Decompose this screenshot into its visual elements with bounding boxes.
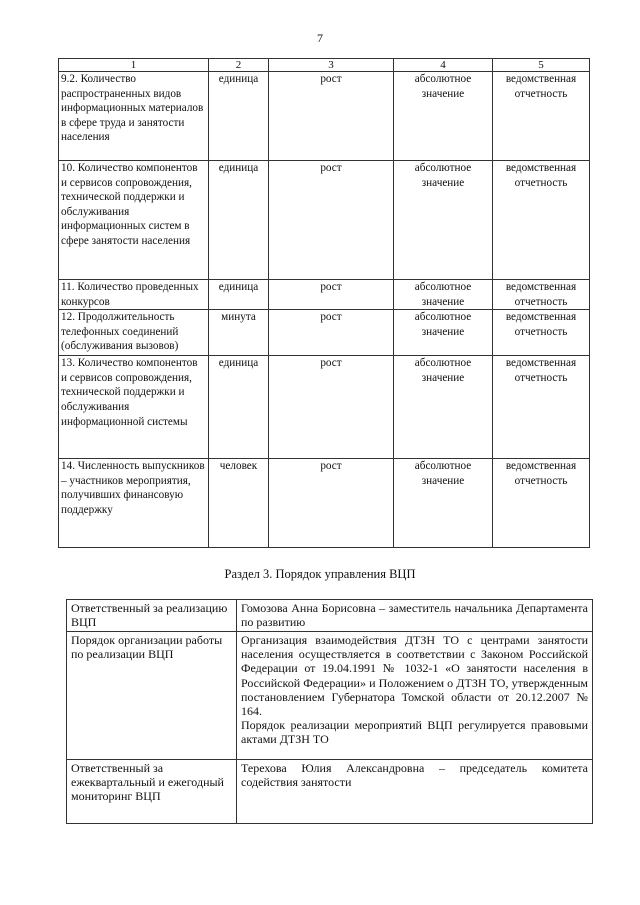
management-table (66, 599, 593, 824)
table-header-row (59, 59, 590, 72)
header-cell: 1 (59, 59, 209, 72)
row-label: Ответственный за ежеквартальный и ежегодный мониторинг ВЦП (67, 760, 237, 824)
trend-cell: рост (269, 356, 394, 459)
unit-cell: единица (209, 280, 269, 310)
table-row (59, 459, 590, 548)
source-cell: ведомственная отчетность (493, 459, 590, 548)
table-row (59, 72, 590, 161)
indicators-table (58, 58, 590, 548)
indicator-name: 10. Количество компонентов и сервисов сопровождения, технической поддержки и обслуживания информационных систем в сфере занятости населения (59, 161, 209, 280)
table-row (59, 310, 590, 356)
type-cell: абсолютное значение (394, 161, 493, 280)
row-value-paragraph: Организация взаимодействия ДТЗН ТО с центрами занятости населения осуществляется в соответствии с Законом Российской Федерации от 19.04.1991 № 1032-1 «О занятости населения в Российской Федерации» и Положением о ДТЗН ТО, утвержденным постановлением Губернатора Томской области от 20.12.2007 № 164. (241, 633, 588, 719)
table-row (67, 600, 593, 632)
trend-cell: рост (269, 280, 394, 310)
trend-cell: рост (269, 310, 394, 356)
indicator-name: 13. Количество компонентов и сервисов сопровождения, технической поддержки и обслуживания информационной системы (59, 356, 209, 459)
unit-cell: единица (209, 72, 269, 161)
type-cell: абсолютное значение (394, 310, 493, 356)
source-cell: ведомственная отчетность (493, 72, 590, 161)
type-cell: абсолютное значение (394, 72, 493, 161)
indicator-name: 14. Численность выпускников – участников мероприятия, получивших финансовую поддержку (59, 459, 209, 548)
source-cell: ведомственная отчетность (493, 280, 590, 310)
table-row (67, 632, 593, 760)
unit-cell: человек (209, 459, 269, 548)
header-cell: 2 (209, 59, 269, 72)
row-label: Порядок организации работы по реализации ВЦП (67, 632, 237, 760)
page-number: 7 (317, 31, 323, 45)
row-value: Терехова Юлия Александровна – председатель комитета содействия занятости (237, 760, 593, 824)
unit-cell: минута (209, 310, 269, 356)
source-cell: ведомственная отчетность (493, 161, 590, 280)
header-cell: 5 (493, 59, 590, 72)
row-value: Гомозова Анна Борисовна – заместитель начальника Департамента по развитию (237, 600, 593, 632)
indicator-name: 12. Продолжительность телефонных соединений (обслуживания вызовов) (59, 310, 209, 356)
indicator-name: 11. Количество проведенных конкурсов (59, 280, 209, 310)
unit-cell: единица (209, 356, 269, 459)
section-title: Раздел 3. Порядок управления ВЦП (224, 567, 416, 581)
row-label: Ответственный за реализацию ВЦП (67, 600, 237, 632)
header-cell: 4 (394, 59, 493, 72)
type-cell: абсолютное значение (394, 459, 493, 548)
indicator-name: 9.2. Количество распространенных видов информационных материалов в сфере труда и занятости населения (59, 72, 209, 161)
trend-cell: рост (269, 161, 394, 280)
table-row (59, 280, 590, 310)
source-cell: ведомственная отчетность (493, 310, 590, 356)
row-value (237, 632, 593, 760)
source-cell: ведомственная отчетность (493, 356, 590, 459)
table-row (67, 760, 593, 824)
trend-cell: рост (269, 72, 394, 161)
trend-cell: рост (269, 459, 394, 548)
row-value-paragraph: Порядок реализации мероприятий ВЦП регулируется правовыми актами ДТЗН ТО (241, 718, 588, 747)
type-cell: абсолютное значение (394, 356, 493, 459)
unit-cell: единица (209, 161, 269, 280)
type-cell: абсолютное значение (394, 280, 493, 310)
table-row (59, 356, 590, 459)
table-row (59, 161, 590, 280)
header-cell: 3 (269, 59, 394, 72)
